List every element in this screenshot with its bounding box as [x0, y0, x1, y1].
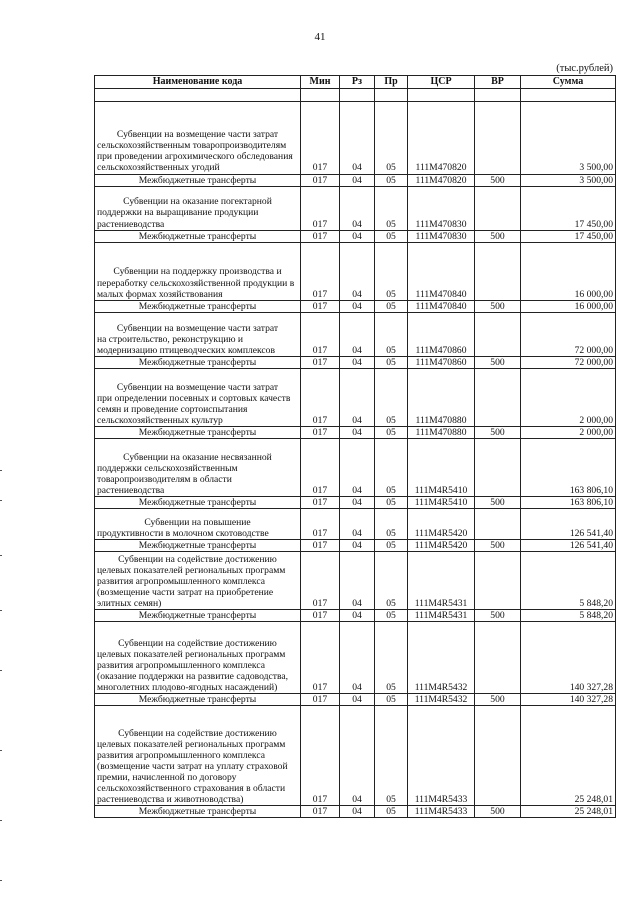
- header-pr: Пр: [375, 76, 408, 89]
- table-row: [95, 551, 616, 609]
- row-rz: 04: [340, 230, 375, 242]
- row-name-rest: продуктивности в молочном скотоводстве: [97, 527, 269, 539]
- row-name-title: Субвенции на содействие достижению: [118, 727, 277, 739]
- row-pr: 05: [375, 426, 408, 438]
- row-min: 017: [301, 496, 340, 508]
- row-vr: [475, 438, 521, 496]
- row-csr: 111М4R5433: [408, 705, 475, 805]
- row-csr: 111М4R5420: [408, 539, 475, 551]
- row-csr: 111М4R5432: [408, 621, 475, 693]
- row-name-rest: целевых показателей региональных программ развития агропромышленного комплекса (оказание поддержки на развитие садоводства, многолетних плодово-ягодных насаждений): [97, 648, 289, 693]
- header-sum: Сумма: [521, 76, 616, 89]
- row-name: Межбюджетные трансферты: [95, 356, 301, 368]
- row-min: 017: [301, 539, 340, 551]
- row-sum: 126 541,40: [521, 539, 616, 551]
- row-pr: 05: [375, 693, 408, 705]
- row-name-rest: при определении посевных и сортовых качеств семян и проведение сортоиспытания сельскохозяйственных культур: [97, 392, 291, 426]
- row-sum: 17 450,00: [521, 186, 616, 230]
- row-vr: 500: [475, 300, 521, 312]
- row-csr: 111М470820: [408, 174, 475, 186]
- row-vr: [475, 551, 521, 609]
- row-name-title: Субвенции на возмещение части затрат: [116, 381, 279, 393]
- row-vr: 500: [475, 230, 521, 242]
- row-sum: 17 450,00: [521, 230, 616, 242]
- row-name: [95, 186, 301, 230]
- table-header: [95, 76, 616, 102]
- row-vr: 500: [475, 174, 521, 186]
- row-rz: 04: [340, 621, 375, 693]
- row-sum: 25 248,01: [521, 705, 616, 805]
- row-name: Межбюджетные трансферты: [95, 426, 301, 438]
- row-min: 017: [301, 356, 340, 368]
- row-sum: 25 248,01: [521, 805, 616, 817]
- table-row: [95, 101, 616, 174]
- row-sum: 2 000,00: [521, 426, 616, 438]
- table-row: [95, 705, 616, 805]
- row-name-title: Субвенции на возмещение части затрат: [116, 129, 279, 141]
- row-pr: 05: [375, 230, 408, 242]
- table-row: [95, 621, 616, 693]
- row-rz: 04: [340, 705, 375, 805]
- row-vr: 500: [475, 609, 521, 621]
- table-row: [95, 242, 616, 300]
- row-name: Межбюджетные трансферты: [95, 539, 301, 551]
- table-row-transfer: [95, 300, 616, 312]
- row-sum: 163 806,10: [521, 496, 616, 508]
- table-row: [95, 438, 616, 496]
- row-sum: 2 000,00: [521, 368, 616, 426]
- row-vr: [475, 368, 521, 426]
- row-rz: 04: [340, 551, 375, 609]
- row-name: Межбюджетные трансферты: [95, 174, 301, 186]
- row-min: 017: [301, 368, 340, 426]
- row-csr: 111М470860: [408, 312, 475, 356]
- row-csr: 111М470880: [408, 426, 475, 438]
- table-row-transfer: [95, 609, 616, 621]
- row-min: 017: [301, 805, 340, 817]
- row-pr: 05: [375, 496, 408, 508]
- row-pr: 05: [375, 356, 408, 368]
- table-row-transfer: [95, 174, 616, 186]
- row-min: 017: [301, 508, 340, 539]
- row-sum: 72 000,00: [521, 356, 616, 368]
- header-rz: Рз: [340, 76, 375, 89]
- row-min: 017: [301, 426, 340, 438]
- row-csr: 111М4R5410: [408, 496, 475, 508]
- row-sum: 72 000,00: [521, 312, 616, 356]
- row-rz: 04: [340, 174, 375, 186]
- row-name: [95, 621, 301, 693]
- row-rz: 04: [340, 242, 375, 300]
- table-row-transfer: [95, 539, 616, 551]
- row-csr: 111М470840: [408, 300, 475, 312]
- row-name-title: Субвенции на содействие достижению: [118, 637, 277, 649]
- row-csr: 111М4R5432: [408, 693, 475, 705]
- row-name-title: Субвенции на поддержку производства и: [113, 266, 282, 278]
- row-min: 017: [301, 551, 340, 609]
- row-pr: 05: [375, 174, 408, 186]
- header-csr: ЦСР: [408, 76, 475, 89]
- row-sum: 5 848,20: [521, 609, 616, 621]
- row-min: 017: [301, 174, 340, 186]
- header-spacer-row: [95, 88, 616, 101]
- row-name-rest: переработку сельскохозяйственной продукции в малых формах хозяйствования: [97, 277, 295, 300]
- row-pr: 05: [375, 368, 408, 426]
- row-min: 017: [301, 621, 340, 693]
- row-min: 017: [301, 186, 340, 230]
- row-name-title: Субвенции на содействие достижению: [118, 553, 277, 565]
- scan-edge-marks: [0, 460, 4, 900]
- table-row-transfer: [95, 356, 616, 368]
- row-name: Межбюджетные трансферты: [95, 300, 301, 312]
- row-pr: 05: [375, 438, 408, 496]
- row-rz: 04: [340, 101, 375, 174]
- row-name: [95, 242, 301, 300]
- row-pr: 05: [375, 609, 408, 621]
- row-name: [95, 551, 301, 609]
- row-rz: 04: [340, 300, 375, 312]
- row-name: Межбюджетные трансферты: [95, 805, 301, 817]
- row-csr: 111М470860: [408, 356, 475, 368]
- row-pr: 05: [375, 705, 408, 805]
- row-pr: 05: [375, 186, 408, 230]
- row-min: 017: [301, 609, 340, 621]
- row-rz: 04: [340, 508, 375, 539]
- row-name-rest: целевых показателей региональных программ развития агропромышленного комплекса (возмещение части затрат на приобретение элитных семян): [97, 564, 286, 609]
- table-row: [95, 368, 616, 426]
- table-row: [95, 508, 616, 539]
- row-sum: 3 500,00: [521, 174, 616, 186]
- row-rz: 04: [340, 186, 375, 230]
- row-csr: 111М4R5431: [408, 609, 475, 621]
- row-name: Межбюджетные трансферты: [95, 230, 301, 242]
- header-vr: ВР: [475, 76, 521, 89]
- row-pr: 05: [375, 300, 408, 312]
- table-row-transfer: [95, 230, 616, 242]
- row-rz: 04: [340, 693, 375, 705]
- row-min: 017: [301, 438, 340, 496]
- row-pr: 05: [375, 539, 408, 551]
- row-pr: 05: [375, 508, 408, 539]
- row-vr: 500: [475, 805, 521, 817]
- row-vr: 500: [475, 496, 521, 508]
- table-row-transfer: [95, 805, 616, 817]
- row-name-title: Субвенции на возмещение части затрат: [116, 322, 279, 334]
- row-pr: 05: [375, 312, 408, 356]
- row-rz: 04: [340, 312, 375, 356]
- row-min: 017: [301, 300, 340, 312]
- row-name: Межбюджетные трансферты: [95, 693, 301, 705]
- row-rz: 04: [340, 426, 375, 438]
- row-sum: 126 541,40: [521, 508, 616, 539]
- row-name: Межбюджетные трансферты: [95, 609, 301, 621]
- row-name: [95, 312, 301, 356]
- table-row-transfer: [95, 496, 616, 508]
- row-sum: 5 848,20: [521, 551, 616, 609]
- row-min: 017: [301, 242, 340, 300]
- row-vr: [475, 705, 521, 805]
- row-min: 017: [301, 705, 340, 805]
- row-min: 017: [301, 312, 340, 356]
- row-vr: 500: [475, 693, 521, 705]
- row-name-title: Субвенции на оказание несвязанной: [123, 451, 272, 463]
- row-min: 017: [301, 693, 340, 705]
- row-name: [95, 705, 301, 805]
- row-name-title: Субвенции на повышение: [144, 516, 251, 528]
- row-vr: [475, 312, 521, 356]
- row-name: [95, 101, 301, 174]
- table-row-transfer: [95, 693, 616, 705]
- row-rz: 04: [340, 496, 375, 508]
- table-row-transfer: [95, 426, 616, 438]
- row-name: Межбюджетные трансферты: [95, 496, 301, 508]
- row-name-rest: сельскохозяйственным товаропроизводителям при проведении агрохимического обследования сельскохозяйственных угодий: [97, 140, 293, 174]
- row-rz: 04: [340, 609, 375, 621]
- row-pr: 05: [375, 242, 408, 300]
- budget-table: [94, 75, 616, 818]
- row-pr: 05: [375, 621, 408, 693]
- row-rz: 04: [340, 438, 375, 496]
- row-min: 017: [301, 101, 340, 174]
- row-csr: 111М470840: [408, 242, 475, 300]
- row-sum: 16 000,00: [521, 242, 616, 300]
- row-vr: 500: [475, 356, 521, 368]
- row-csr: 111М470820: [408, 101, 475, 174]
- row-csr: 111М470830: [408, 230, 475, 242]
- row-pr: 05: [375, 551, 408, 609]
- header-name: Наименование кода: [95, 76, 301, 89]
- row-vr: 500: [475, 426, 521, 438]
- row-sum: 3 500,00: [521, 101, 616, 174]
- row-vr: [475, 101, 521, 174]
- row-name-rest: поддержки сельскохозяйственным товаропроизводителям в области растениеводства: [97, 462, 238, 496]
- row-sum: 16 000,00: [521, 300, 616, 312]
- row-csr: 111М4R5431: [408, 551, 475, 609]
- row-sum: 140 327,28: [521, 621, 616, 693]
- header-min: Мин: [301, 76, 340, 89]
- row-name-rest: поддержки на выращивание продукции растениеводства: [97, 207, 259, 230]
- row-rz: 04: [340, 805, 375, 817]
- row-rz: 04: [340, 368, 375, 426]
- row-min: 017: [301, 230, 340, 242]
- row-csr: 111М4R5410: [408, 438, 475, 496]
- row-name: [95, 368, 301, 426]
- table-body: [95, 101, 616, 817]
- table-row: [95, 312, 616, 356]
- row-sum: 163 806,10: [521, 438, 616, 496]
- row-pr: 05: [375, 805, 408, 817]
- row-rz: 04: [340, 356, 375, 368]
- row-vr: 500: [475, 539, 521, 551]
- row-name: [95, 438, 301, 496]
- row-name-rest: на строительство, реконструкцию и модернизацию птицеводческих комплексов: [97, 333, 276, 356]
- page-number: 41: [314, 31, 326, 43]
- row-vr: [475, 508, 521, 539]
- row-rz: 04: [340, 539, 375, 551]
- row-name-title: Субвенции на оказание погектарной: [123, 196, 272, 208]
- row-vr: [475, 186, 521, 230]
- row-csr: 111М470880: [408, 368, 475, 426]
- row-vr: [475, 242, 521, 300]
- row-sum: 140 327,28: [521, 693, 616, 705]
- row-pr: 05: [375, 101, 408, 174]
- unit-label: (тыс.рублей): [556, 63, 613, 74]
- row-name: [95, 508, 301, 539]
- row-vr: [475, 621, 521, 693]
- row-name-rest: целевых показателей региональных программ развития агропромышленного комплекса (возмещение части затрат на уплату страховой премии, начисленной по договору сельскохозяйственного страхования в области растениеводства и животноводства): [97, 738, 288, 805]
- row-csr: 111М4R5433: [408, 805, 475, 817]
- table-row: [95, 186, 616, 230]
- row-csr: 111М470830: [408, 186, 475, 230]
- row-csr: 111М4R5420: [408, 508, 475, 539]
